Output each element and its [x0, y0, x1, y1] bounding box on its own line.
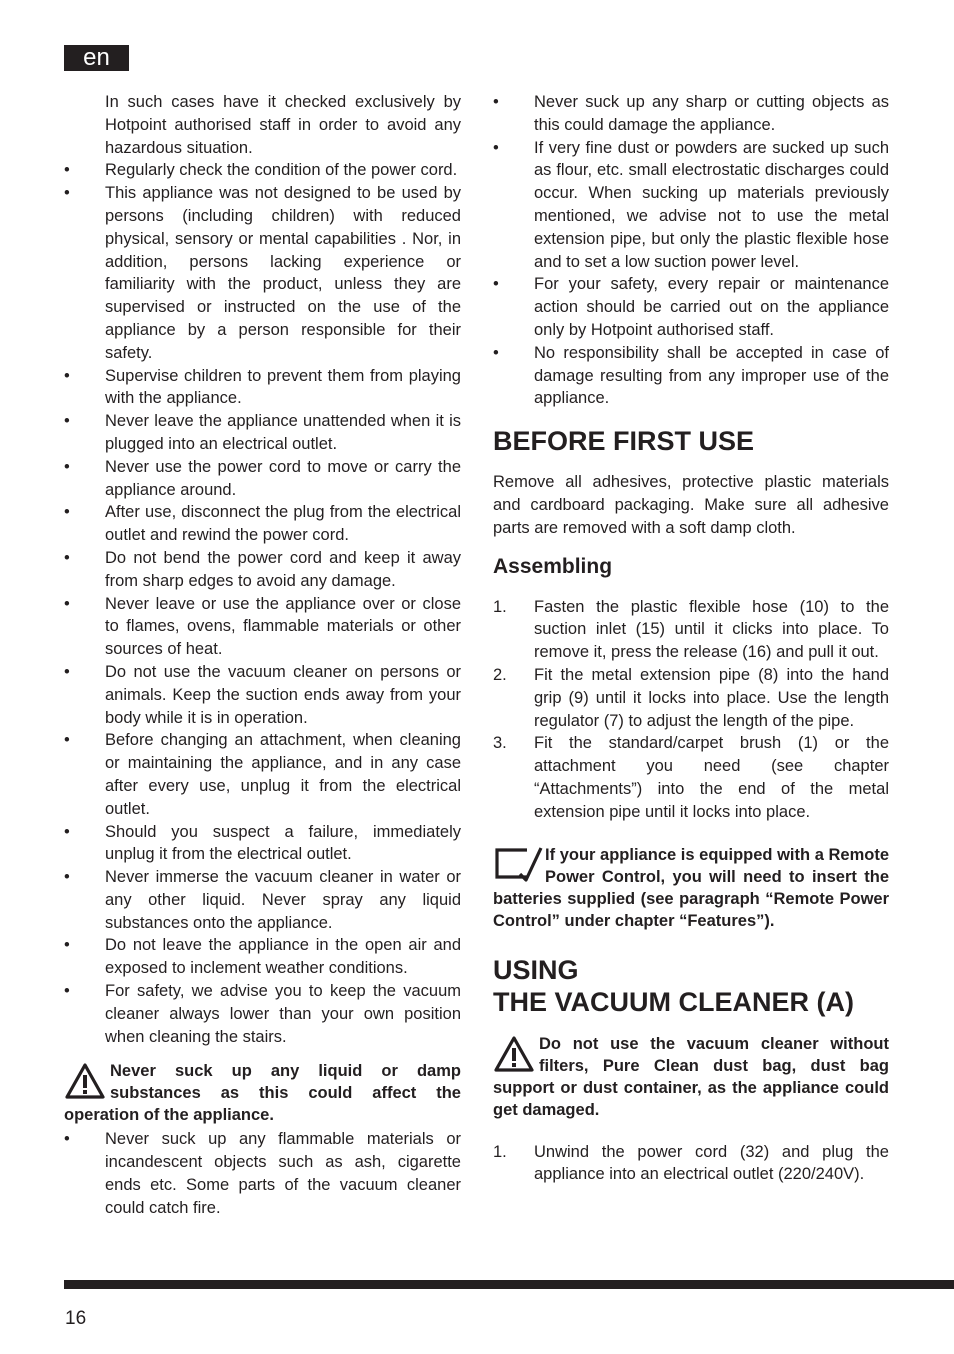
warning-text: Do not use the vacuum cleaner without filters, Pure Clean dust bag, dust bag support or dust container, as the appliance could get damaged. [493, 1034, 889, 1119]
section-title-line-2: THE VACUUM CLEANER (A) [493, 986, 854, 1017]
list-item: • No responsibility shall be accepted in case of damage resulting from any improper use of the appliance. [493, 343, 889, 408]
list-item: • If very fine dust or powders are sucked up such as flour, etc. small electrostatic discharges could occur. When sucking up materials previously mentioned, we advise not to use the metal extension pipe, but only the plastic flexible hose and to set a low suction power level. [493, 138, 889, 271]
list-item: • Regularly check the condition of the power cord. [64, 161, 458, 180]
list-item: • Never use the power cord to move or carry the appliance around. [64, 457, 461, 499]
list-item: 1. Fasten the plastic flexible hose (10) to the suction inlet (15) until it clicks into place. To remove it, press the release (16) and pull it out. [493, 597, 889, 662]
intro-paragraph: In such cases have it checked exclusively by Hotpoint authorised staff in order to avoid any hazardous situation. [105, 93, 461, 157]
left-column [64, 91, 461, 1220]
before-first-use-paragraph: Remove all adhesives, protective plastic materials and cardboard packaging. Make sure all adhesive parts are removed with a soft damp cloth. [493, 473, 889, 537]
list-item: • This appliance was not designed to be used by persons (including children) with reduced physical, sensory or mental capabilities . Nor, in addition, persons lacking experience or familiarity with the product, unless they are supervised or instructed on the use of the appliance by a person responsible for their safety. [64, 184, 461, 362]
warning-triangle-icon [64, 1062, 106, 1100]
assembling-steps [493, 596, 889, 824]
list-item: • Never suck up any flammable materials or incandescent objects such as ash, cigarette ends etc. Some parts of the vacuum cleaner could catch fire. [64, 1130, 461, 1217]
list-item: • After use, disconnect the plug from the electrical outlet and rewind the power cord. [64, 503, 461, 545]
list-item: 3. Fit the standard/carpet brush (1) or the attachment you need (see chapter “Attachments”) into the end of the metal extension pipe until it locks into place. [493, 734, 889, 821]
list-item: • Do not bend the power cord and keep it away from sharp edges to avoid any damage. [64, 548, 461, 590]
list-item: • For safety, we advise you to keep the vacuum cleaner always lower than your own position when cleaning the stairs. [64, 982, 461, 1046]
list-item: • Before changing an attachment, when cleaning or maintaining the appliance, and in any case after every use, unplug it from the electrical outlet. [64, 731, 461, 818]
list-item: • For your safety, every repair or maintenance action should be carried out on the appliance only by Hotpoint authorised staff. [493, 275, 889, 339]
subsection-title-assembling: Assembling [493, 554, 613, 578]
list-item: • Do not leave the appliance in the open air and exposed to inclement weather conditions. [64, 936, 461, 978]
list-item: • Never leave or use the appliance over or close to flames, ovens, flammable materials or other sources of heat. [64, 594, 461, 659]
list-item: • Should you suspect a failure, immediately unplug it from the electrical outlet. [64, 822, 461, 864]
list-item: • Never immerse the vacuum cleaner in water or any other liquid. Never spray any liquid substances onto the appliance. [64, 868, 461, 932]
section-title-line-1: USING [493, 954, 579, 985]
using-steps [493, 1141, 889, 1187]
list-item: 2. Fit the metal extension pipe (8) into the hand grip (9) until it locks into place. Use the length regulator (7) to adjust the length of the pipe. [493, 665, 889, 730]
section-title-using [493, 954, 889, 1018]
remote-control-note [493, 844, 889, 932]
language-tag: en [64, 45, 129, 71]
list-item: • Never suck up any sharp or cutting objects as this could damage the appliance. [493, 93, 889, 134]
right-column [493, 91, 889, 1186]
warning-triangle-icon [493, 1035, 535, 1073]
list-item: 1. Unwind the power cord (32) and plug the appliance into an electrical outlet (220/240V). [493, 1142, 889, 1184]
filters-warning [493, 1033, 889, 1121]
warning-text: Never suck up any liquid or damp substances as this could affect the operation of the appliance. [64, 1062, 461, 1125]
liquid-warning [64, 1060, 461, 1126]
list-item: • Never leave the appliance unattended when it is plugged into an electrical outlet. [64, 412, 461, 453]
footer-rule [64, 1280, 954, 1289]
list-item: • Do not use the vacuum cleaner on persons or animals. Keep the suction ends away from your body while it is in operation. [64, 662, 461, 727]
list-item: • Supervise children to prevent them from playing with the appliance. [64, 366, 461, 408]
section-title-before-first-use: BEFORE FIRST USE [493, 426, 755, 457]
page-number: 16 [65, 1308, 87, 1329]
checkbox-note-icon [493, 844, 543, 884]
note-text: If your appliance is equipped with a Remote Power Control, you will need to insert the batteries supplied (see paragraph “Remote Power Control” under chapter “Features”). [493, 845, 889, 930]
